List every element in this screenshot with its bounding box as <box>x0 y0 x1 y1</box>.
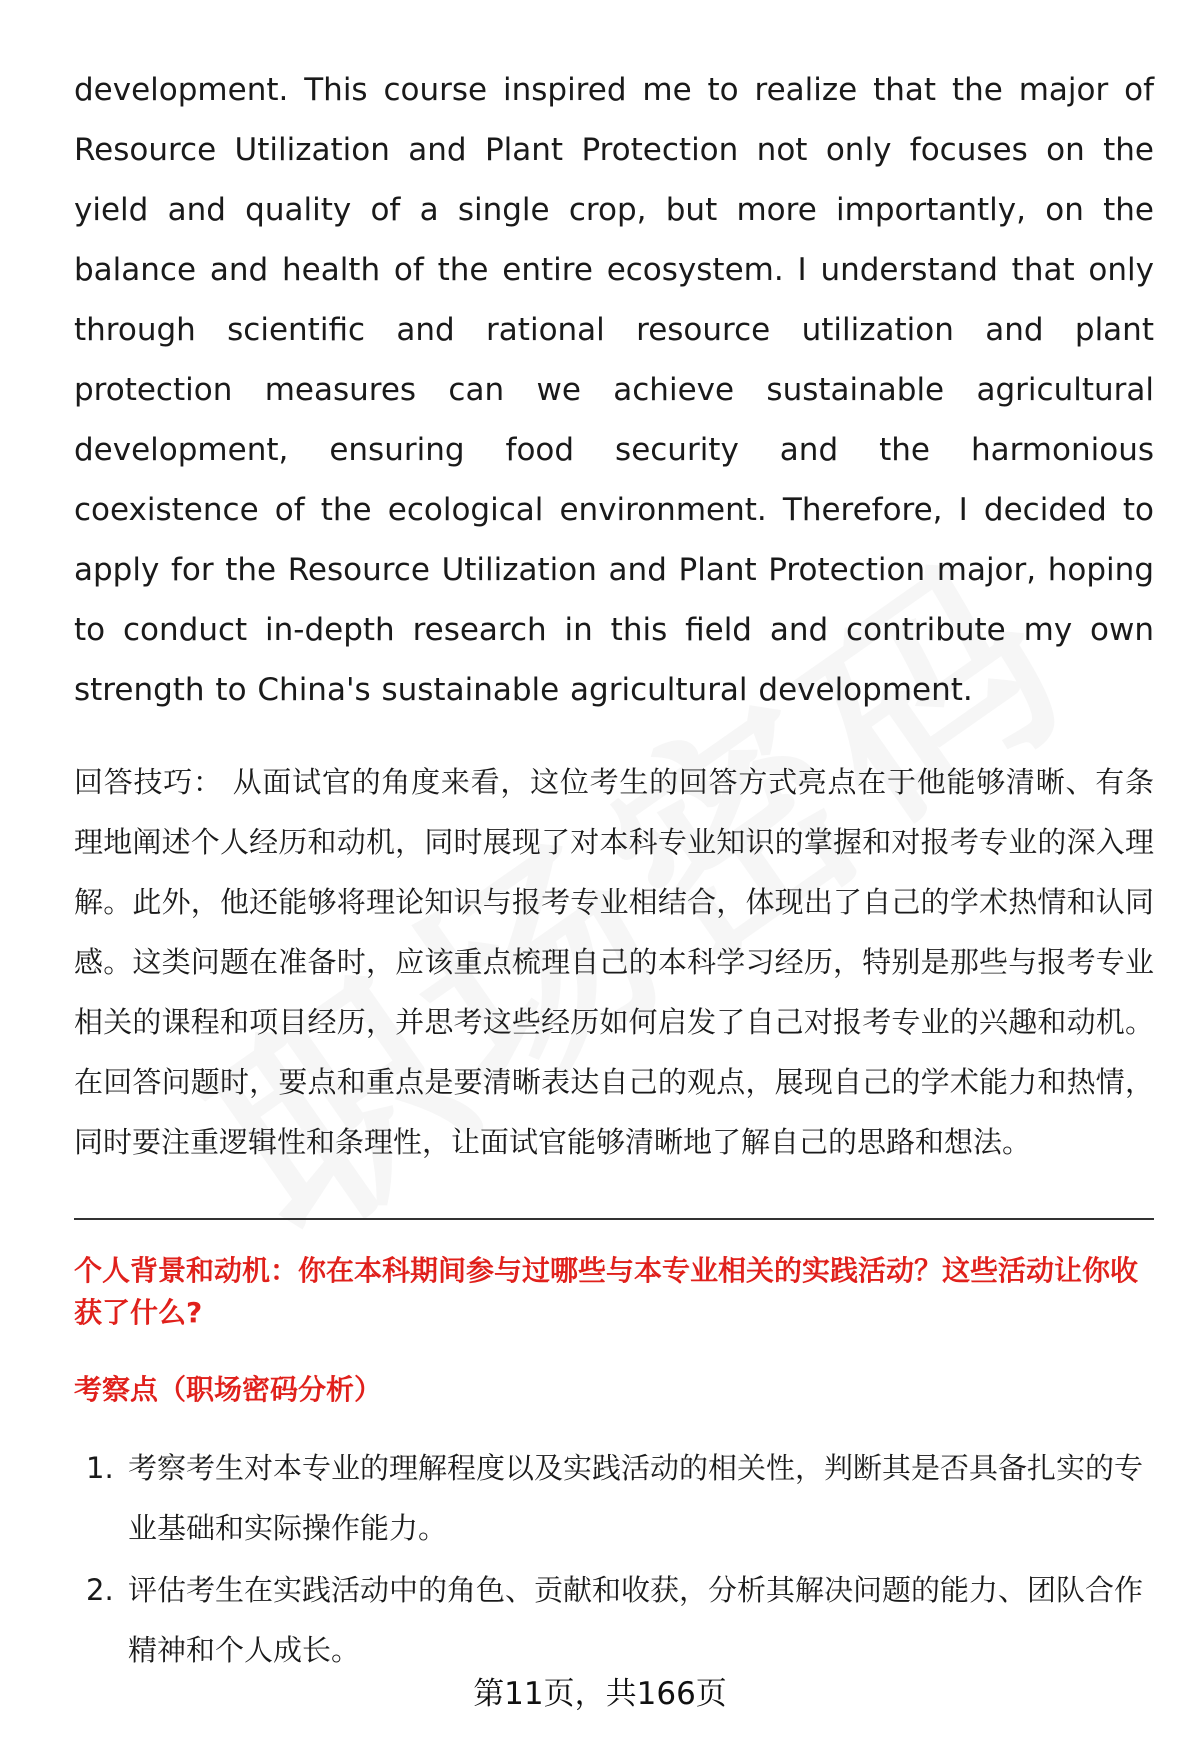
question-heading: 个人背景和动机：你在本科期间参与过哪些与本专业相关的实践活动？这些活动让你收获了什么? <box>74 1254 1139 1329</box>
english-answer-paragraph: development. This course inspired me to realize that the major of Resource Utilization and Plant Protection not only focuses on the yield and quality of a single crop, but more importantly, on the balance and health of the entire ecosystem. I understand that only through scientific and rational resource utilization and plant protection measures can we achieve sustainable agricultural development, ensuring food security and the harmonious coexistence of the ecological environment. Therefore, I decided to apply for the Resource Utilization and Plant Protection major, hoping to conduct in-depth research in this field and contribute my own strength to China's sustainable agricultural development. <box>74 72 1154 708</box>
section-divider <box>74 1218 1154 1220</box>
list-item-number: 2. <box>86 1573 114 1607</box>
document-page <box>74 60 1154 1682</box>
list-item <box>74 1560 1154 1680</box>
page-number-footer: 第11页，共166页 <box>473 1676 727 1712</box>
list-item-text: 考察考生对本专业的理解程度以及实践活动的相关性，判断其是否具备扎实的专业基础和实际操作能力。 <box>128 1451 1144 1545</box>
answer-tips-paragraph: 回答技巧： 从面试官的角度来看，这位考生的回答方式亮点在于他能够清晰、有条理地阐述个人经历和动机，同时展现了对本科专业知识的掌握和对报考专业的深入理解。此外，他还能够将理论知识与报考专业相结合，体现出了自己的学术热情和认同感。这类问题在准备时，应该重点梳理自己的本科学习经历，特别是那些与报考专业相关的课程和项目经历，并思考这些经历如何启发了自己对报考专业的兴趣和动机。在回答问题时，要点和重点是要清晰表达自己的观点，展现自己的学术能力和热情，同时要注重逻辑性和条理性，让面试官能够清晰地了解自己的思路和想法。 <box>74 765 1154 1159</box>
list-item <box>74 1438 1154 1558</box>
list-item-number: 1. <box>86 1451 114 1485</box>
assessment-subheading: 考察点（职场密码分析） <box>74 1373 383 1406</box>
list-item-text: 评估考生在实践活动中的角色、贡献和收获，分析其解决问题的能力、团队合作精神和个人成长。 <box>128 1573 1144 1667</box>
assessment-points-list <box>74 1438 1154 1680</box>
